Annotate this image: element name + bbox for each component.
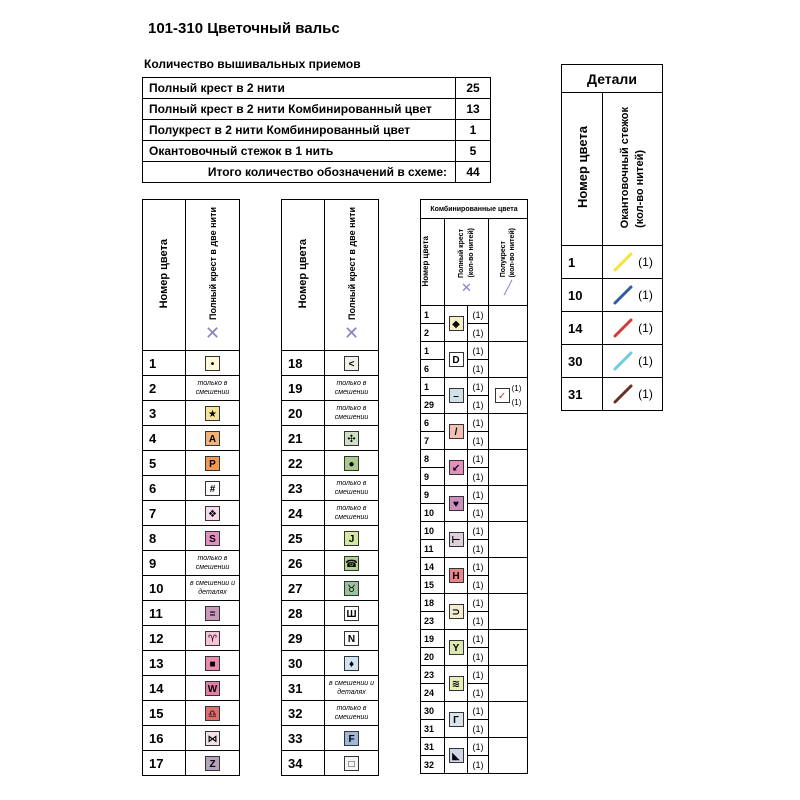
color-row — [143, 451, 240, 476]
color-row — [143, 476, 240, 501]
combined-number: 7 — [421, 432, 445, 450]
details-number: 14 — [562, 312, 603, 345]
color-row — [282, 726, 379, 751]
thread-count: (1) — [468, 306, 489, 324]
color-number: 9 — [143, 551, 186, 576]
stitch-symbol-icon: P — [205, 456, 220, 471]
stitch-symbol-icon: ❖ — [205, 506, 220, 521]
symbol-cell — [186, 351, 240, 376]
stitch-symbol-icon: N — [344, 631, 359, 646]
color-number: 24 — [282, 501, 325, 526]
thread-count: (1) — [468, 378, 489, 396]
color-number: 2 — [143, 376, 186, 401]
header-stitch: Полный крест в две нити ✕ — [186, 200, 240, 351]
combined-symbol-cell — [445, 522, 468, 558]
symbol-cell — [186, 751, 240, 776]
summary-row — [143, 120, 491, 141]
color-row — [143, 426, 240, 451]
stitch-symbol-icon: ⊢ — [449, 532, 464, 547]
combined-number: 32 — [421, 756, 445, 774]
color-number: 20 — [282, 401, 325, 426]
half-stitch-icon: ╱ — [504, 279, 512, 295]
header-number: Номер цвета — [282, 200, 325, 351]
summary-label: Полный крест в 2 нити Комбинированный цвет — [143, 99, 456, 120]
color-number: 17 — [143, 751, 186, 776]
combined-number: 31 — [421, 738, 445, 756]
stitch-symbol-icon: ♈ — [205, 631, 220, 646]
header-full: Полный крест (кол-во нитей) ✕ — [445, 219, 489, 306]
stitch-symbol-icon: ⋈ — [205, 731, 220, 746]
combined-row — [421, 630, 528, 648]
stitch-symbol-icon: □ — [344, 756, 359, 771]
color-row — [282, 676, 379, 701]
thread-count: (1) — [638, 288, 653, 302]
color-number: 10 — [143, 576, 186, 601]
color-table-right — [281, 199, 379, 776]
color-row — [143, 626, 240, 651]
stitch-symbol-icon: Y — [449, 640, 464, 655]
thread-count: (1) — [468, 522, 489, 540]
combined-number: 23 — [421, 666, 445, 684]
stitch-symbol-icon: J — [344, 531, 359, 546]
thread-count: (1) — [468, 486, 489, 504]
symbol-cell — [186, 426, 240, 451]
thread-count: (1) — [468, 684, 489, 702]
color-number: 4 — [143, 426, 186, 451]
color-row — [143, 751, 240, 776]
combined-number: 24 — [421, 684, 445, 702]
color-row — [143, 501, 240, 526]
combined-number: 6 — [421, 360, 445, 378]
summary-total-label: Итого количество обозначений в схеме: — [143, 162, 456, 183]
stitch-symbol-icon: F — [344, 731, 359, 746]
stitch-symbol-icon: ⊃ — [449, 604, 464, 619]
combined-number: 30 — [421, 702, 445, 720]
color-note: только в смешении — [325, 501, 379, 526]
color-row — [143, 726, 240, 751]
color-row — [282, 376, 379, 401]
color-row — [282, 351, 379, 376]
symbol-cell — [186, 451, 240, 476]
combined-number: 15 — [421, 576, 445, 594]
thread-count: (1) — [468, 720, 489, 738]
stitch-symbol-icon: D — [449, 352, 464, 367]
cross-icon: ✕ — [461, 279, 472, 295]
thread-count: (1) — [468, 702, 489, 720]
combined-row — [421, 594, 528, 612]
stitch-symbol-icon: ♎ — [205, 706, 220, 721]
thread-count: (1) — [468, 324, 489, 342]
color-number: 6 — [143, 476, 186, 501]
thread-count: (1) — [468, 504, 489, 522]
combined-number: 6 — [421, 414, 445, 432]
color-note: только в смешении — [325, 376, 379, 401]
color-row — [143, 651, 240, 676]
symbol-cell — [186, 601, 240, 626]
stitch-symbol-icon: < — [344, 356, 359, 371]
color-row — [282, 526, 379, 551]
half-stitch-counts — [512, 382, 522, 410]
color-number: 12 — [143, 626, 186, 651]
color-number: 21 — [282, 426, 325, 451]
color-note: только в смешении — [325, 401, 379, 426]
symbol-cell — [325, 426, 379, 451]
combined-number: 1 — [421, 342, 445, 360]
color-number: 8 — [143, 526, 186, 551]
summary-value: 5 — [456, 141, 491, 162]
details-line-cell — [603, 246, 663, 279]
page-title: 101-310 Цветочный вальс — [148, 20, 340, 37]
thread-count: (1) — [468, 630, 489, 648]
combined-number: 10 — [421, 504, 445, 522]
combined-row — [421, 342, 528, 360]
cross-icon: ✕ — [343, 322, 360, 343]
color-number: 25 — [282, 526, 325, 551]
thread-count: (1) — [638, 354, 653, 368]
symbol-cell — [186, 701, 240, 726]
combined-symbol-cell — [445, 450, 468, 486]
combined-number: 11 — [421, 540, 445, 558]
color-number: 5 — [143, 451, 186, 476]
details-row — [562, 378, 663, 411]
combined-row — [421, 378, 528, 396]
combined-caption: Комбинированные цвета — [421, 200, 528, 219]
details-number: 31 — [562, 378, 603, 411]
combined-symbol-cell — [445, 594, 468, 630]
combined-number: 20 — [421, 648, 445, 666]
color-number: 1 — [143, 351, 186, 376]
header-number: Номер цвета — [562, 93, 603, 246]
combined-symbol-cell — [445, 342, 468, 378]
color-row — [282, 401, 379, 426]
details-row — [562, 246, 663, 279]
combined-number: 14 — [421, 558, 445, 576]
stitch-symbol-icon: Z — [205, 756, 220, 771]
symbol-cell — [325, 751, 379, 776]
symbol-cell — [186, 401, 240, 426]
color-row — [143, 351, 240, 376]
thread-count: (1) — [468, 576, 489, 594]
thread-count: (1) — [638, 255, 653, 269]
combined-number: 10 — [421, 522, 445, 540]
color-row — [282, 601, 379, 626]
combined-symbol-cell — [445, 414, 468, 450]
backstitch-line-icon — [612, 383, 634, 405]
summary-row — [143, 99, 491, 120]
color-note: только в смешении — [186, 376, 240, 401]
color-number: 11 — [143, 601, 186, 626]
thread-count: (1) — [468, 756, 489, 774]
details-line-cell — [603, 312, 663, 345]
backstitch-line-icon — [612, 251, 634, 273]
summary-table — [142, 77, 491, 183]
combined-number: 8 — [421, 450, 445, 468]
combined-symbol-cell — [445, 378, 468, 414]
details-table — [561, 64, 663, 411]
color-row — [282, 501, 379, 526]
stitch-symbol-icon: ■ — [205, 656, 220, 671]
stitch-symbol-icon: – — [449, 388, 464, 403]
stitch-symbol-icon: ✣ — [344, 431, 359, 446]
color-row — [143, 676, 240, 701]
details-row — [562, 345, 663, 378]
half-stitch-symbol-icon: ✓ — [495, 388, 510, 403]
color-number: 16 — [143, 726, 186, 751]
color-row — [143, 376, 240, 401]
thread-count: (1) — [468, 396, 489, 414]
combined-number: 18 — [421, 594, 445, 612]
combined-row — [421, 486, 528, 504]
color-number: 14 — [143, 676, 186, 701]
color-number: 7 — [143, 501, 186, 526]
thread-count: (1) — [638, 321, 653, 335]
summary-caption: Количество вышивальных приемов — [144, 57, 361, 71]
color-row — [282, 551, 379, 576]
combined-symbol-cell — [445, 666, 468, 702]
thread-count: (1) — [468, 414, 489, 432]
header-stitch: Полный крест в две нити ✕ — [325, 200, 379, 351]
color-number: 33 — [282, 726, 325, 751]
color-number: 31 — [282, 676, 325, 701]
summary-total-value: 44 — [456, 162, 491, 183]
color-number: 29 — [282, 626, 325, 651]
color-row — [143, 526, 240, 551]
combined-number: 2 — [421, 324, 445, 342]
thread-count: (1) — [468, 432, 489, 450]
symbol-cell — [325, 351, 379, 376]
color-number: 22 — [282, 451, 325, 476]
half-stitch-cell — [489, 666, 528, 702]
color-number: 26 — [282, 551, 325, 576]
thread-count: (1) — [468, 450, 489, 468]
color-note: только в смешении — [325, 701, 379, 726]
combined-symbol-cell — [445, 738, 468, 774]
half-stitch-cell — [489, 378, 528, 414]
symbol-cell — [186, 526, 240, 551]
details-caption: Детали — [562, 65, 663, 93]
color-note: только в смешении — [186, 551, 240, 576]
details-line-cell — [603, 378, 663, 411]
color-row — [282, 476, 379, 501]
summary-row — [143, 141, 491, 162]
summary-value: 25 — [456, 78, 491, 99]
combined-symbol-cell — [445, 630, 468, 666]
details-number: 10 — [562, 279, 603, 312]
combined-number: 31 — [421, 720, 445, 738]
stitch-symbol-icon: ★ — [205, 406, 220, 421]
backstitch-line-icon — [612, 284, 634, 306]
combined-symbol-cell — [445, 702, 468, 738]
color-number: 3 — [143, 401, 186, 426]
combined-row — [421, 522, 528, 540]
combined-row — [421, 558, 528, 576]
combined-number: 9 — [421, 486, 445, 504]
symbol-cell — [325, 626, 379, 651]
color-row — [282, 451, 379, 476]
half-stitch-cell — [489, 702, 528, 738]
summary-row — [143, 78, 491, 99]
summary-value: 1 — [456, 120, 491, 141]
color-number: 27 — [282, 576, 325, 601]
summary-label: Окантовочный стежок в 1 нить — [143, 141, 456, 162]
symbol-cell — [186, 676, 240, 701]
half-stitch-cell — [489, 558, 528, 594]
backstitch-line-icon — [612, 350, 634, 372]
header-number: Номер цвета — [143, 200, 186, 351]
combined-colors-table — [420, 199, 528, 774]
thread-count: (1) — [468, 360, 489, 378]
symbol-cell — [325, 451, 379, 476]
header-half: Полукрест (кол-во нитей) ╱ — [489, 219, 528, 306]
stitch-symbol-icon: A — [205, 431, 220, 446]
combined-number: 1 — [421, 378, 445, 396]
stitch-symbol-icon: H — [449, 568, 464, 583]
half-stitch-cell — [489, 306, 528, 342]
cross-icon: ✕ — [204, 322, 221, 343]
color-row — [143, 551, 240, 576]
thread-count: (1) — [468, 558, 489, 576]
details-row — [562, 279, 663, 312]
stitch-symbol-icon: ◆ — [449, 316, 464, 331]
summary-value: 13 — [456, 99, 491, 120]
color-number: 23 — [282, 476, 325, 501]
color-row — [143, 576, 240, 601]
thread-count: (1) — [468, 594, 489, 612]
color-note: в смешении и деталях — [186, 576, 240, 601]
header-stitch: Окантовочный стежок (кол-во нитей) — [603, 93, 663, 246]
thread-count: (1) — [468, 540, 489, 558]
color-number: 19 — [282, 376, 325, 401]
thread-count: (1) — [638, 387, 653, 401]
header-number: Номер цвета — [421, 219, 445, 306]
half-stitch-cell — [489, 738, 528, 774]
summary-total-row — [143, 162, 491, 183]
stitch-symbol-icon: / — [449, 424, 464, 439]
details-line-cell — [603, 345, 663, 378]
color-row — [282, 651, 379, 676]
half-stitch-cell — [489, 522, 528, 558]
symbol-cell — [186, 501, 240, 526]
summary-label: Полукрест в 2 нити Комбинированный цвет — [143, 120, 456, 141]
combined-number: 23 — [421, 612, 445, 630]
combined-row — [421, 450, 528, 468]
stitch-symbol-icon: Ш — [344, 606, 359, 621]
symbol-cell — [325, 576, 379, 601]
stitch-symbol-icon: ♥ — [449, 496, 464, 511]
symbol-cell — [325, 726, 379, 751]
symbol-cell — [186, 626, 240, 651]
color-row — [282, 426, 379, 451]
stitch-symbol-icon: ♉ — [344, 581, 359, 596]
combined-symbol-cell — [445, 558, 468, 594]
details-line-cell — [603, 279, 663, 312]
half-stitch-cell — [489, 486, 528, 522]
thread-count: (1) — [468, 342, 489, 360]
symbol-cell — [325, 526, 379, 551]
color-note: только в смешении — [325, 476, 379, 501]
details-row — [562, 312, 663, 345]
color-row — [282, 751, 379, 776]
combined-number: 29 — [421, 396, 445, 414]
symbol-cell — [325, 601, 379, 626]
color-number: 32 — [282, 701, 325, 726]
color-note: в смешении и деталях — [325, 676, 379, 701]
stitch-symbol-icon: Г — [449, 712, 464, 727]
combined-number: 1 — [421, 306, 445, 324]
combined-symbol-cell — [445, 306, 468, 342]
combined-row — [421, 702, 528, 720]
thread-count: (1) — [468, 648, 489, 666]
color-number: 15 — [143, 701, 186, 726]
combined-number: 19 — [421, 630, 445, 648]
thread-count: (1) — [511, 397, 522, 407]
stitch-symbol-icon: ≋ — [449, 676, 464, 691]
stitch-symbol-icon: # — [205, 481, 220, 496]
stitch-symbol-icon: ☎ — [344, 556, 359, 571]
stitch-symbol-icon: ↙ — [449, 460, 464, 475]
thread-count: (1) — [511, 383, 522, 393]
color-number: 34 — [282, 751, 325, 776]
color-number: 28 — [282, 601, 325, 626]
backstitch-line-icon — [612, 317, 634, 339]
color-row — [143, 601, 240, 626]
combined-symbol-cell — [445, 486, 468, 522]
thread-count: (1) — [468, 468, 489, 486]
color-row — [282, 701, 379, 726]
symbol-cell — [325, 651, 379, 676]
summary-label: Полный крест в 2 нити — [143, 78, 456, 99]
stitch-symbol-icon: • — [205, 356, 220, 371]
color-number: 18 — [282, 351, 325, 376]
combined-row — [421, 414, 528, 432]
stitch-symbol-icon: ◣ — [449, 748, 464, 763]
thread-count: (1) — [468, 738, 489, 756]
symbol-cell — [186, 476, 240, 501]
half-stitch-cell — [489, 630, 528, 666]
symbol-cell — [325, 551, 379, 576]
color-row — [282, 576, 379, 601]
thread-count: (1) — [468, 666, 489, 684]
combined-row — [421, 738, 528, 756]
stitch-symbol-icon: ● — [344, 456, 359, 471]
symbol-cell — [186, 726, 240, 751]
stitch-symbol-icon: ♦ — [344, 656, 359, 671]
color-table-left — [142, 199, 240, 776]
details-number: 1 — [562, 246, 603, 279]
color-row — [143, 401, 240, 426]
stitch-symbol-icon: = — [205, 606, 220, 621]
combined-row — [421, 306, 528, 324]
stitch-symbol-icon: S — [205, 531, 220, 546]
details-number: 30 — [562, 345, 603, 378]
symbol-cell — [186, 651, 240, 676]
stitch-symbol-icon: W — [205, 681, 220, 696]
half-stitch-cell — [489, 342, 528, 378]
half-stitch-cell — [489, 414, 528, 450]
color-row — [282, 626, 379, 651]
thread-count: (1) — [468, 612, 489, 630]
half-stitch-cell — [489, 594, 528, 630]
color-number: 13 — [143, 651, 186, 676]
color-row — [143, 701, 240, 726]
combined-number: 9 — [421, 468, 445, 486]
color-number: 30 — [282, 651, 325, 676]
combined-row — [421, 666, 528, 684]
half-stitch-cell — [489, 450, 528, 486]
